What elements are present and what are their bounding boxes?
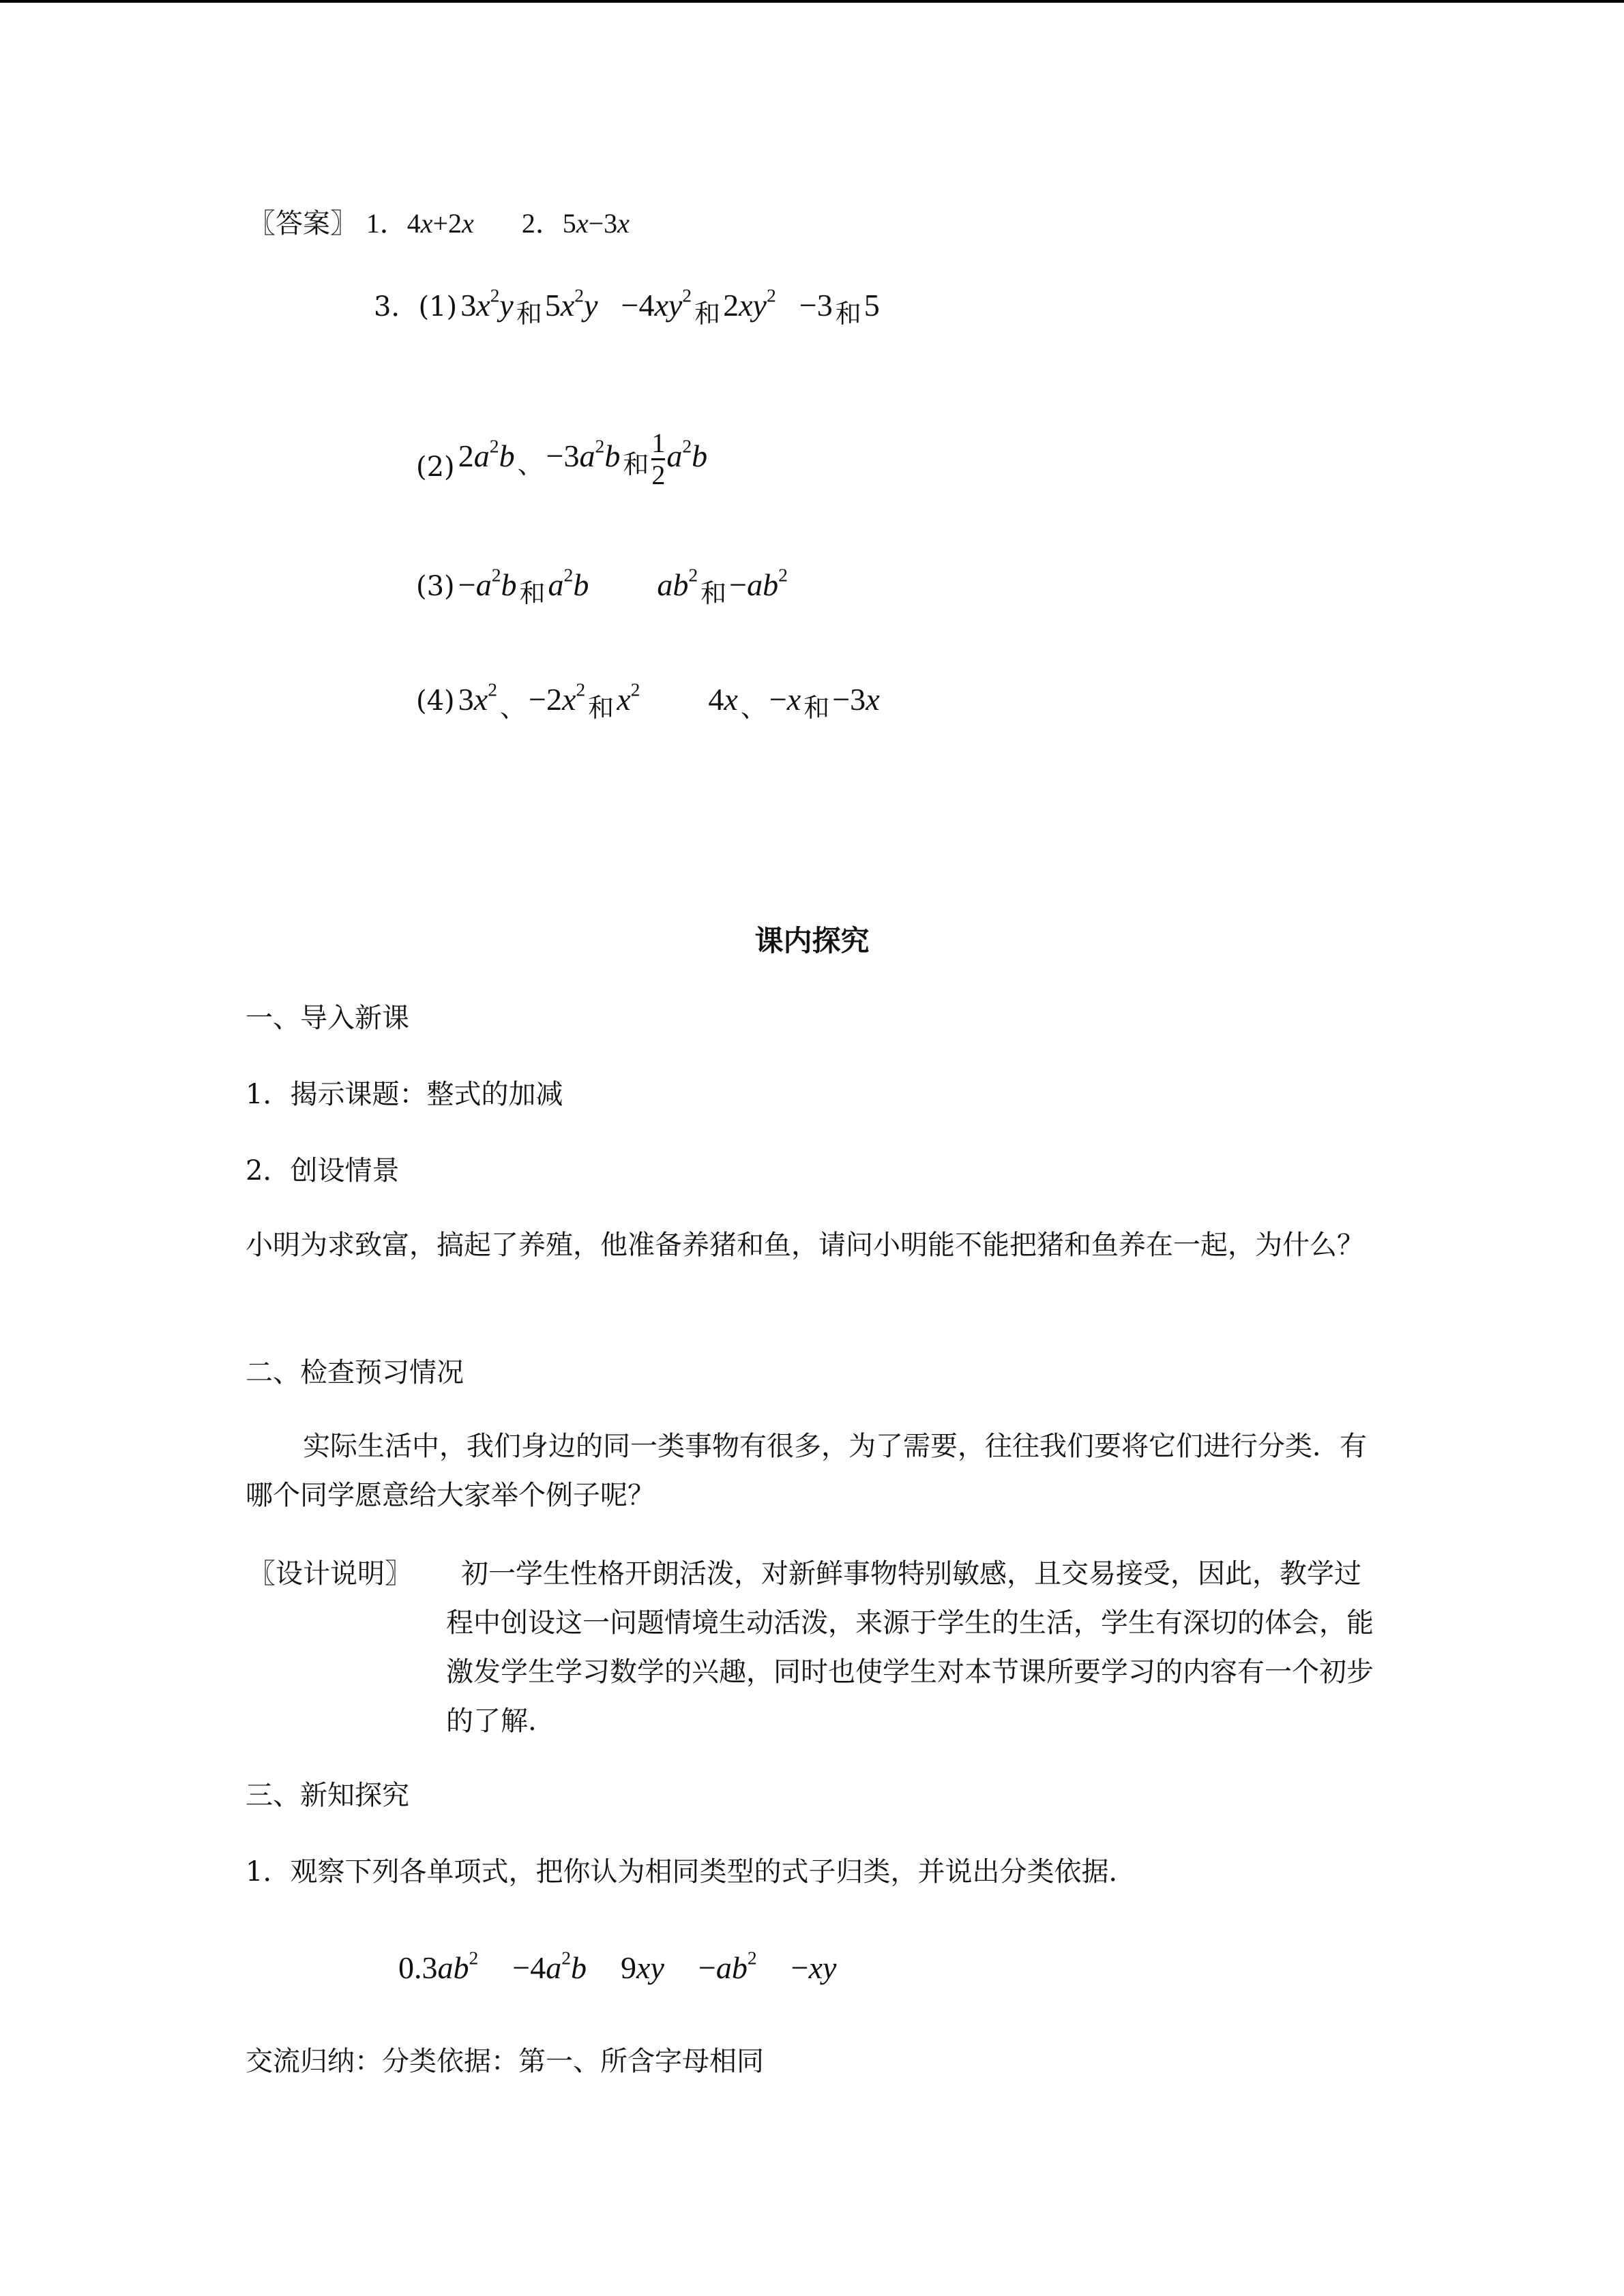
answer-q3-line-2	[416, 428, 707, 490]
q3-line-2-label: (2)	[416, 451, 455, 483]
answer-label: 〖答案〗	[248, 208, 357, 239]
q3-line-2-math: $2a^2b$ $_、-3a^2b$ $_和$ $\frac{1}{2}$ $a^2b$	[458, 428, 708, 490]
design-label: 〖设计说明〗	[248, 1558, 412, 1590]
section-1-item-1: 1．揭示课题：整式的加减	[246, 1079, 563, 1110]
q3-line-1-math: $3x^2y$ $_和5x^2y -4xy^2_和2xy^2 -3$ $_和$5	[460, 284, 880, 329]
top-border-line	[0, 0, 1624, 3]
monomials-expression	[398, 1948, 836, 1988]
q3-line-4-math: $3x^2_、-2x^2_和x^2$ 4x $_、$−x $_和$−3x	[458, 679, 880, 723]
design-text: 初一学生性格开朗活泼，对新鲜事物特别敏感，且交易接受，因此，教学过程中创设这一问题情境生动活泼，来源于学生的生活，学生有深切的体会，能激发学生学习数学的兴趣，同时也使学生对本节课所要学习的内容有一个初步的了解.	[446, 1558, 1374, 1737]
answer-q3-line-1	[374, 285, 880, 334]
section-1-heading: 一、导入新课	[246, 1002, 409, 1034]
answer-items-1-2: 1．4x+2x 2．5x−3x	[366, 208, 630, 239]
q3-label: 3．(1)	[374, 291, 458, 323]
section-title: 课内探究	[754, 924, 870, 957]
q3-line-3-math: $-a^2b$ $_和a^2b$ $ab^2_和-ab^2$	[458, 564, 788, 608]
q3-line-3-label: (3)	[416, 571, 455, 602]
answer-q3-line-4	[416, 679, 880, 728]
section-2-paragraph: 实际生活中，我们身边的同一类事物有很多，为了需要，往往我们要将它们进行分类．有哪个同学愿意给大家举个例子呢？	[246, 1431, 1367, 1511]
section-3-item-1: 1．观察下列各单项式，把你认为相同类型的式子归类，并说出分类依据．	[246, 1856, 1136, 1888]
section-2-heading: 二、检查预习情况	[246, 1357, 464, 1388]
q3-line-4-label: (4)	[416, 685, 455, 717]
answer-q3-line-3	[416, 565, 788, 614]
section-1-item-2: 2．创设情景	[246, 1155, 400, 1187]
section-3-summary: 交流归纳：分类依据：第一、所含字母相同	[246, 2046, 764, 2077]
answer-line-1	[248, 203, 630, 244]
section-3-heading: 三、新知探究	[246, 1780, 409, 1811]
section-1-paragraph: 小明为求致富，搞起了养殖，他准备养猪和鱼，请问小明能不能把猪和鱼养在一起，为什么？	[246, 1229, 1364, 1261]
monomials-math: $0.3ab^2 -4a^2b$ $9xy -ab^2 -xy$	[398, 1947, 837, 1985]
fraction-one-half: $\frac{1}{2}$	[651, 428, 666, 490]
